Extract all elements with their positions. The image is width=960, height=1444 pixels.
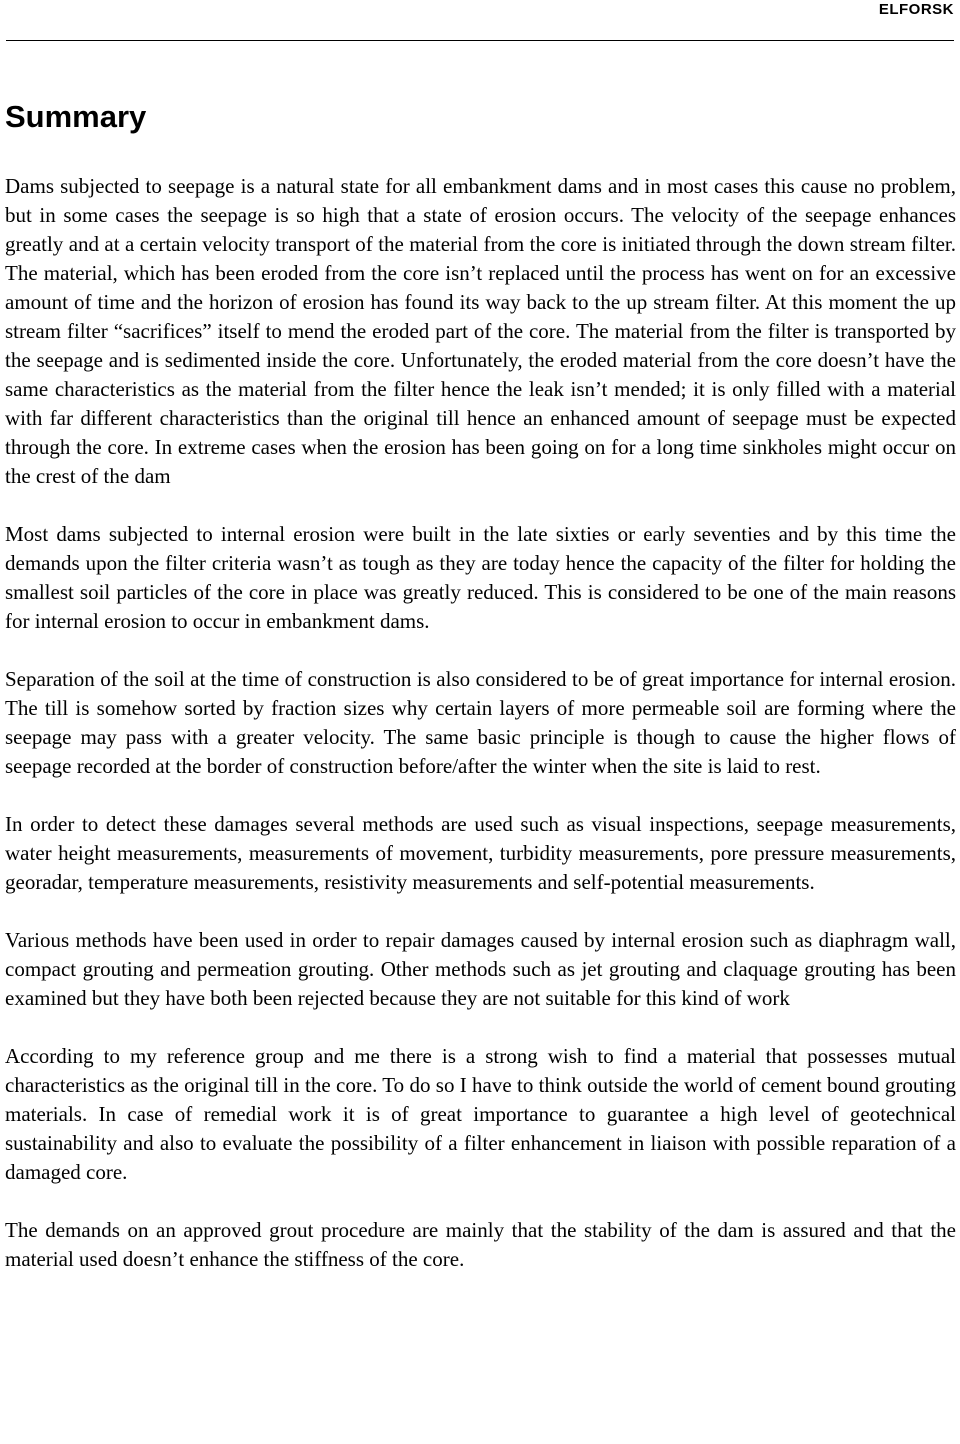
body-text bbox=[5, 172, 956, 1274]
header-brand: ELFORSK bbox=[878, 1, 954, 18]
paragraph-erosion-process: Dams subjected to seepage is a natural state for all embankment dams and in most cases this cause no problem, but in some cases the seepage is so high that a state of erosion occurs. The velocity of the seepage enhances greatly and at a certain velocity transport of the material from the core is initiated through the down stream filter. The material, which has been eroded from the core isn’t replaced until the process has went on for an excessive amount of time and the horizon of erosion has found its way back to the up stream filter. At this moment the up stream filter “sacrifices” itself to mend the eroded part of the core. The material from the filter is transported by the seepage and is sedimented inside the core. Unfortunately, the eroded material from the core doesn’t have the same characteristics as the material from the filter hence the leak isn’t mended; it is only filled with a material with far different characteristics than the original till hence an enhanced amount of seepage must be expected through the core. In extreme cases when the erosion has been going on for a long time sinkholes might occur on the crest of the dam bbox=[5, 174, 956, 488]
paragraph-repair-methods: Various methods have been used in order to repair damages caused by internal erosion such as diaphragm wall, compact grouting and permeation grouting. Other methods such as jet grouting and claquage grouting has been examined but they have both been rejected because they are not suitable for this kind of work bbox=[5, 928, 956, 1010]
paragraph-material-goal: According to my reference group and me there is a strong wish to find a material that possesses mutual characteristics as the original till in the core. To do so I have to think outside the world of cement bound grouting materials. In case of remedial work it is of great importance to guarantee a high level of geotechnical sustainability and also to evaluate the possibility of a filter enhancement in liaison with possible reparation of a damaged core. bbox=[5, 1044, 956, 1184]
paragraph-soil-separation: Separation of the soil at the time of construction is also considered to be of great importance for internal erosion. The till is somehow sorted by fraction sizes why certain layers of more permeable soil are forming where the seepage may pass with a greater velocity. The same basic principle is though to cause the higher flows of seepage recorded at the border of construction before/after the winter when the site is laid to rest. bbox=[5, 667, 956, 778]
paragraph-grout-demands: The demands on an approved grout procedure are mainly that the stability of the dam is assured and that the material used doesn’t enhance the stiffness of the core. bbox=[5, 1218, 956, 1271]
header-divider bbox=[6, 40, 954, 41]
page-title: Summary bbox=[5, 99, 147, 134]
paragraph-detection-methods: In order to detect these damages several methods are used such as visual inspections, seepage measurements, water height measurements, measurements of movement, turbidity measurements, pore pressure measurements, georadar, temperature measurements, resistivity measurements and self-potential measurements. bbox=[5, 812, 956, 894]
paragraph-dam-age: Most dams subjected to internal erosion were built in the late sixties or early seventies and by this time the demands upon the filter criteria wasn’t as tough as they are today hence the capacity of the filter for holding the smallest soil particles of the core in place was greatly reduced. This is considered to be one of the main reasons for internal erosion to occur in embankment dams. bbox=[5, 522, 956, 633]
